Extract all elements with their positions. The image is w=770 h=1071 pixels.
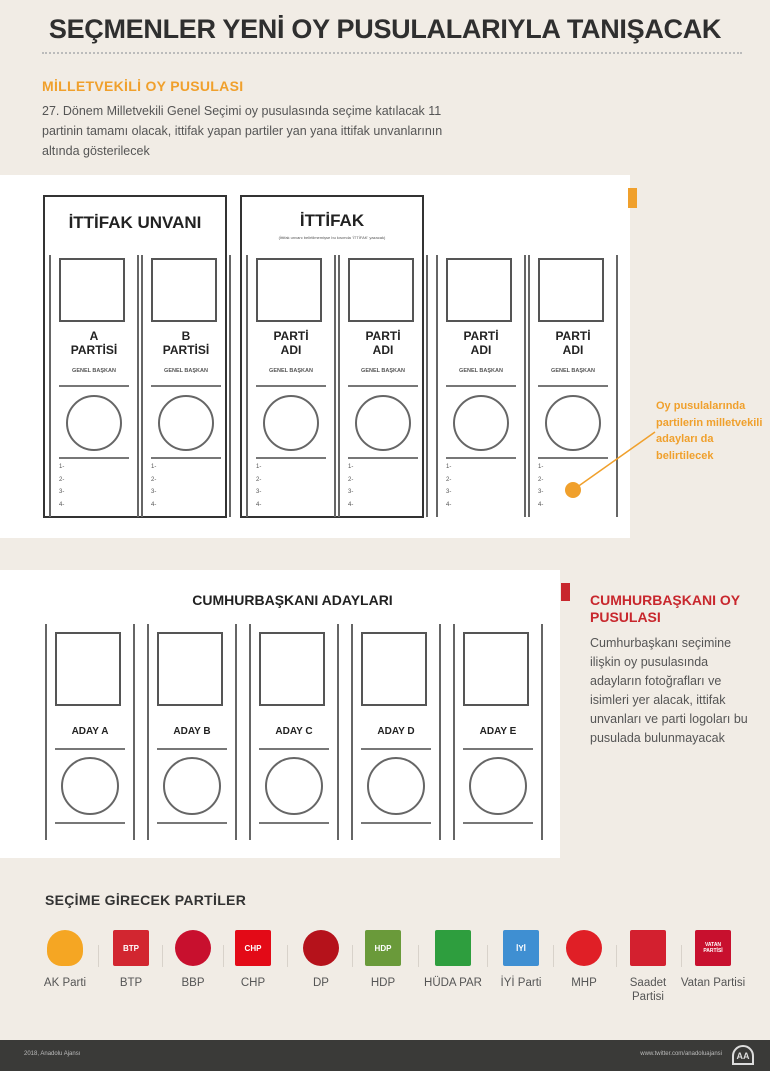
alliance-title: İTTİFAK UNVANI (68, 213, 202, 232)
divider (538, 385, 608, 387)
divider (348, 385, 418, 387)
vote-circle[interactable] (163, 757, 221, 815)
divider (151, 385, 221, 387)
leader-label: GENEL BAŞKAN (72, 368, 116, 374)
candidate-line: 4- (538, 501, 544, 508)
party-logo-icon (47, 930, 83, 966)
party-name: CHP (240, 977, 266, 989)
vote-circle[interactable] (158, 395, 214, 451)
twitter-link[interactable]: www.twitter.com/anadoluajansi (640, 1051, 722, 1057)
party-item (288, 930, 354, 990)
candidate-photo-box (361, 632, 427, 706)
candidate-line: 1- (151, 464, 157, 470)
party-name: BBP (181, 977, 205, 989)
parties-heading: SEÇİME GİRECEK PARTİLER (45, 892, 247, 908)
footer (0, 1040, 770, 1071)
party-logo-box (256, 258, 322, 322)
vote-circle[interactable] (469, 757, 527, 815)
vote-circle[interactable] (367, 757, 425, 815)
party-column (141, 255, 231, 517)
cumhurbaskani-heading: CUMHURBAŞKANI OY PUSULASI (590, 592, 740, 625)
candidate-list (256, 461, 261, 511)
party-logo-icon (435, 930, 471, 966)
candidate-line: 2- (256, 476, 262, 483)
candidate-column (351, 624, 441, 840)
candidate-name: ADAY D (377, 726, 415, 737)
party-name: PARTİ ADI (463, 329, 499, 357)
party-logo-icon (113, 930, 149, 966)
party-item (615, 930, 681, 1004)
divider (348, 457, 418, 459)
party-name: İYİ Parti (500, 977, 542, 989)
leader-label: GENEL BAŞKAN (551, 368, 595, 374)
party-name: B PARTİSİ (162, 329, 210, 357)
cumhurbaskani-description: Cumhurbaşkanı seçimine ilişkin oy pusulasında adayların fotoğrafları ve isimleri yer alacak, ittifak unvanları ve parti logoları bu pusulada bulunmayacak (590, 636, 748, 745)
divider (55, 822, 125, 824)
party-name: PARTİ ADI (555, 329, 591, 357)
leader-label: GENEL BAŞKAN (269, 368, 313, 374)
candidate-line: 2- (59, 476, 65, 483)
party-item (680, 930, 746, 990)
divider (59, 385, 129, 387)
party-item (488, 930, 554, 990)
candidate-line: 3- (59, 489, 65, 495)
divider (157, 748, 227, 750)
divider (463, 822, 533, 824)
candidate-name: ADAY A (71, 726, 109, 737)
divider (256, 385, 326, 387)
divider (256, 457, 326, 459)
party-name: HÜDA PAR (424, 977, 482, 989)
logo-text: BTP (123, 943, 139, 953)
leader-label: GENEL BAŞKAN (164, 368, 208, 374)
party-logo-icon (630, 930, 666, 966)
candidate-line: 4- (151, 501, 157, 508)
party-item (160, 930, 226, 990)
milletvekili-description: 27. Dönem Milletvekili Genel Seçimi oy pusulasında seçime katılacak 11 partinin tamamı olacak, ittifak yapan partiler yan yana ittifak unvanlarının altında gösterilecek (42, 104, 443, 158)
candidate-line: 1- (446, 464, 452, 470)
party-item (420, 930, 486, 990)
vote-circle[interactable] (263, 395, 319, 451)
candidate-line: 2- (538, 476, 544, 483)
divider (446, 385, 516, 387)
divider (55, 748, 125, 750)
party-logo-box (59, 258, 125, 322)
candidate-line: 3- (446, 489, 452, 495)
note-connector (560, 420, 670, 510)
candidate-photo-box (463, 632, 529, 706)
candidate-line: 4- (446, 501, 452, 508)
candidate-line: 3- (151, 489, 157, 495)
party-logo-icon (566, 930, 602, 966)
candidate-name: ADAY B (173, 726, 211, 737)
divider (151, 457, 221, 459)
dotted-divider (42, 52, 742, 54)
vote-circle[interactable] (355, 395, 411, 451)
logo-text: VATAN PARTİSİ (703, 942, 723, 954)
candidate-list (538, 461, 543, 511)
logo-text: İYİ (516, 943, 526, 953)
party-logo-box (348, 258, 414, 322)
candidate-line: 2- (348, 476, 354, 483)
vote-circle[interactable] (61, 757, 119, 815)
candidate-photo-box (55, 632, 121, 706)
party-column (246, 255, 336, 517)
party-column (338, 255, 428, 517)
party-logo-icon (235, 930, 271, 966)
party-logo-box (446, 258, 512, 322)
party-name: Saadet Partisi (629, 977, 667, 1003)
milletvekili-heading: MİLLETVEKİLİ OY PUSULASI (42, 78, 244, 94)
aa-logo-icon: AA (732, 1045, 754, 1065)
party-column (436, 255, 526, 517)
party-name: Vatan Partisi (680, 977, 746, 989)
vote-circle[interactable] (265, 757, 323, 815)
candidate-list (151, 461, 156, 511)
vote-circle[interactable] (66, 395, 122, 451)
party-logo-icon (695, 930, 731, 966)
candidate-list (446, 461, 451, 511)
party-item (220, 930, 286, 990)
candidate-line: 4- (59, 501, 65, 508)
divider (361, 748, 431, 750)
candidate-list (59, 461, 64, 511)
party-item (98, 930, 164, 990)
party-logo-box (538, 258, 604, 322)
divider (259, 748, 329, 750)
copyright: 2018, Anadolu Ajansı (24, 1051, 81, 1057)
divider (59, 457, 129, 459)
vote-circle[interactable] (453, 395, 509, 451)
party-name: AK Parti (43, 977, 87, 989)
candidate-column (249, 624, 339, 840)
party-logo-icon (365, 930, 401, 966)
party-name: PARTİ ADI (365, 329, 401, 357)
candidate-line: 1- (538, 464, 544, 470)
candidate-line: 1- (348, 464, 354, 470)
divider (157, 822, 227, 824)
candidate-list (348, 461, 353, 511)
ballot-title: CUMHURBAŞKANI ADAYLARI (192, 592, 393, 608)
party-item (32, 930, 98, 990)
candidate-line: 3- (256, 489, 262, 495)
logo-text: HDP (374, 943, 392, 953)
alliance-subtitle: (İttifak unvanı belirtilmemişse bu kısımda 'İTTİFAK' yazacak) (278, 235, 386, 240)
candidate-column (453, 624, 543, 840)
party-logo-icon (303, 930, 339, 966)
candidate-name: ADAY C (275, 726, 313, 737)
party-name: HDP (370, 977, 396, 989)
party-item (551, 930, 617, 990)
candidates-note: Oy pusulalarında partilerin milletvekili adayları da belirtilecek (656, 400, 763, 462)
party-name: A PARTİSİ (70, 329, 118, 357)
candidate-line: 4- (348, 501, 354, 508)
page-title: SEÇMENLER YENİ OY PUSULALARIYLA TANIŞACAK (48, 14, 722, 44)
separator (418, 945, 419, 967)
candidate-line: 3- (538, 489, 544, 495)
leader-label: GENEL BAŞKAN (459, 368, 503, 374)
candidate-name: ADAY E (479, 726, 517, 737)
party-logo-icon (175, 930, 211, 966)
logo-text: CHP (244, 943, 262, 953)
divider (446, 457, 516, 459)
candidate-photo-box (157, 632, 223, 706)
candidate-line: 1- (256, 464, 262, 470)
party-name: MHP (571, 977, 597, 989)
orange-accent-bar (628, 188, 637, 208)
candidate-column (45, 624, 135, 840)
divider (259, 822, 329, 824)
leader-label: GENEL BAŞKAN (361, 368, 405, 374)
party-column (49, 255, 139, 517)
party-name: BTP (119, 977, 143, 989)
party-name: DP (313, 977, 329, 989)
divider (361, 822, 431, 824)
candidate-photo-box (259, 632, 325, 706)
candidate-column (147, 624, 237, 840)
divider (463, 748, 533, 750)
candidate-line: 3- (348, 489, 354, 495)
party-name: PARTİ ADI (273, 329, 309, 357)
candidate-line: 1- (59, 464, 65, 470)
candidate-line: 2- (446, 476, 452, 483)
alliance-title: İTTİFAK (299, 211, 365, 230)
party-logo-icon (503, 930, 539, 966)
candidate-line: 2- (151, 476, 157, 483)
candidate-line: 4- (256, 501, 262, 508)
party-logo-box (151, 258, 217, 322)
party-item (350, 930, 416, 990)
